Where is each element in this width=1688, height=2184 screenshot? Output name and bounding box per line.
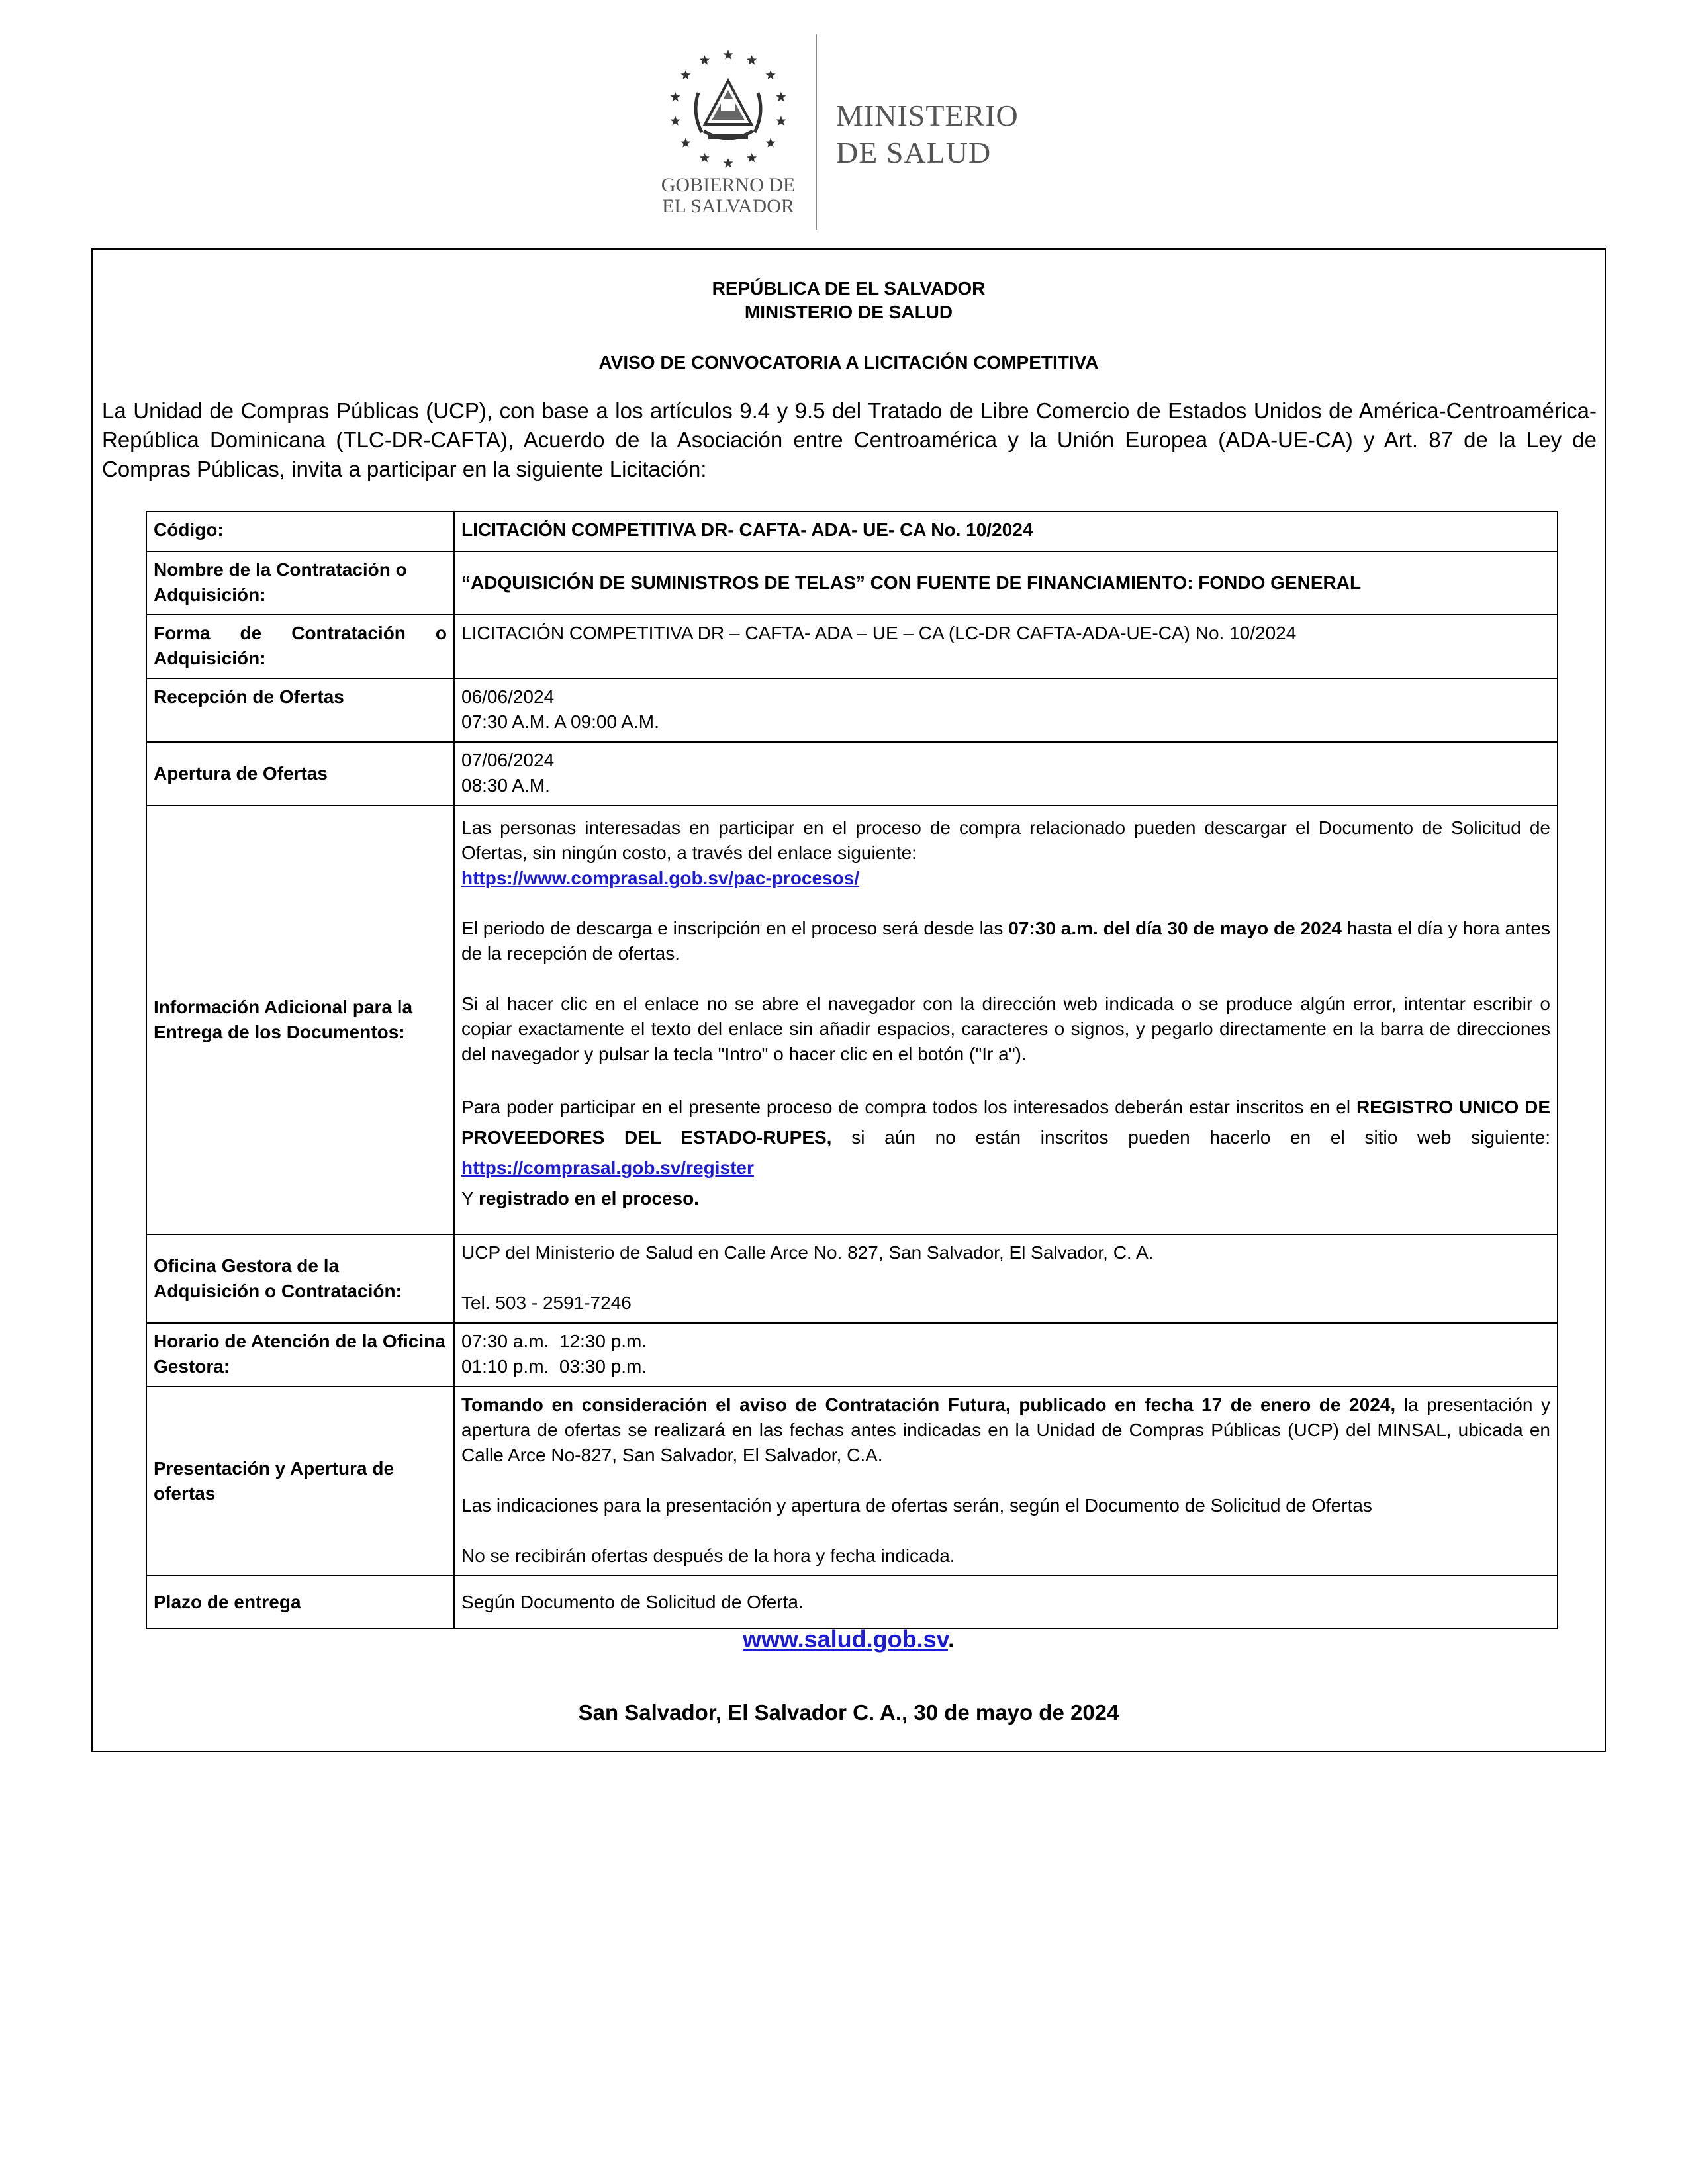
table-row [146, 1234, 1558, 1323]
oficina-tel: Tel. 503 - 2591-7246 [461, 1293, 632, 1313]
table-row [146, 512, 1558, 551]
presentacion-paragraph-1: Tomando en consideración el aviso de Contratación Futura, publicado en fecha 17 de enero de 2024, la presentación y apertura de ofertas se realizará en las fechas antes indicadas en la Unidad de Compras Públicas (UCP) del MINSAL, ubicada en Calle Arce No-827, San Salvador, El Salvador, C.A. [461, 1394, 1550, 1465]
codigo-value: LICITACIÓN COMPETITIVA DR- CAFTA- ADA- UE- CA No. 10/2024 [454, 512, 1558, 551]
table-row [146, 805, 1558, 1234]
horario-morning: 07:30 a.m. 12:30 p.m. [461, 1331, 647, 1351]
star-icon [670, 116, 680, 126]
star-icon [747, 153, 757, 163]
info-label: Información Adicional para la Entrega de los Documentos: [146, 805, 454, 1234]
horario-label: Horario de Atención de la Oficina Gestora: [146, 1323, 454, 1387]
star-icon [776, 116, 786, 126]
codigo-label: Código: [146, 512, 454, 551]
recepcion-date: 06/06/2024 [461, 686, 555, 707]
intro-paragraph: La Unidad de Compras Públicas (UCP), con base a los artículos 9.4 y 9.5 del Tratado de Libre Comercio de Estados Unidos de América-Centroamérica-República Dominicana (TLC-DR-CAFTA), Acuerdo de la Asociación entre Centroamérica y la Unión Europea (ADA-UE-CA) y Art. 87 de la Ley de Compras Públicas, invita a participar en la siguiente Licitación: [102, 398, 1597, 481]
star-icon [680, 138, 690, 148]
star-icon [670, 92, 680, 101]
table-row [146, 615, 1558, 678]
presentacion-label: Presentación y Apertura de ofertas [146, 1387, 454, 1576]
salud-website-link[interactable]: www.salud.gob.sv [742, 1625, 949, 1653]
forma-label: Forma de Contratación o Adquisición: [146, 615, 454, 678]
oficina-address: UCP del Ministerio de Salud en Calle Arce No. 827, San Salvador, El Salvador, C. A. [461, 1242, 1154, 1263]
info-paragraph-4: Para poder participar en el presente proceso de compra todos los interesados deberán estar inscritos en el REGISTRO UNICO DE PROVEEDORES DEL ESTADO-RUPES, si aún no están inscritos pueden hacerlo en el sitio web siguiente: https://comprasal.gob.sv/register Y registrado en el proceso. [461, 1097, 1551, 1208]
oficina-value [454, 1234, 1558, 1323]
place-and-date: San Salvador, El Salvador C. A., 30 de mayo de 2024 [578, 1700, 1119, 1725]
horario-afternoon: 01:10 p.m. 03:30 p.m. [461, 1356, 647, 1377]
apertura-value [454, 742, 1558, 805]
table-row [146, 1387, 1558, 1576]
notice-title: AVISO DE CONVOCATORIA A LICITACIÓN COMPETITIVA [598, 352, 1099, 373]
recepcion-time: 07:30 A.M. A 09:00 A.M. [461, 711, 659, 732]
info-paragraph-1: Las personas interesadas en participar en el proceso de compra relacionado pueden descargar el Documento de Solicitud de Ofertas, sin ningún costo, a través del enlace siguiente: https://www.comprasal.gob.sv/pac-procesos/ [461, 817, 1550, 888]
pac-procesos-link[interactable]: https://www.comprasal.gob.sv/pac-procesos/ [461, 868, 860, 888]
recepcion-value [454, 678, 1558, 742]
heading-ministry: MINISTERIO DE SALUD [744, 302, 953, 322]
ministry-name: MINISTERIO DE SALUD [836, 99, 1019, 169]
plazo-label: Plazo de entrega [146, 1576, 454, 1629]
presentacion-value [454, 1387, 1558, 1576]
table-row [146, 551, 1558, 615]
government-name: GOBIERNO DE EL SALVADOR [661, 174, 796, 217]
star-icon [723, 158, 733, 168]
government-logo [652, 34, 1056, 233]
info-paragraph-2: El periodo de descarga e inscripción en el proceso será desde las 07:30 a.m. del día 30 de mayo de 2024 hasta el día y hora antes de la recepción de ofertas. [461, 918, 1550, 964]
info-value [454, 805, 1558, 1234]
horario-value [454, 1323, 1558, 1387]
oficina-label: Oficina Gestora de la Adquisición o Contratación: [146, 1234, 454, 1323]
star-icon [680, 70, 690, 79]
nombre-value: “ADQUISICIÓN DE SUMINISTROS DE TELAS” CON FUENTE DE FINANCIAMIENTO: FONDO GENERAL [454, 551, 1558, 615]
table-row [146, 742, 1558, 805]
recepcion-label: Recepción de Ofertas [146, 678, 454, 742]
comprasal-register-link[interactable]: https://comprasal.gob.sv/register [461, 1158, 754, 1178]
apertura-label: Apertura de Ofertas [146, 742, 454, 805]
plazo-value: Según Documento de Solicitud de Oferta. [454, 1576, 1558, 1629]
star-icon [723, 50, 733, 60]
notice-frame [91, 248, 1606, 1752]
star-icon [700, 153, 710, 163]
nombre-label: Nombre de la Contratación o Adquisición: [146, 551, 454, 615]
info-paragraph-3: Si al hacer clic en el enlace no se abre el navegador con la dirección web indicada o se produce algún error, intentar escribir o copiar exactamente el texto del enlace sin añadir espacios, caracteres o signos, y pegarlo directamente en la barra de direcciones del navegador y pulsar la tecla "Intro" o hacer clic en el botón ("Ir a"). [461, 993, 1550, 1064]
star-icon [776, 92, 786, 101]
apertura-date: 07/06/2024 [461, 750, 555, 770]
table-row [146, 678, 1558, 742]
table-row [146, 1323, 1558, 1387]
website-line: www.salud.gob.sv. [742, 1625, 955, 1653]
tender-info-table [146, 511, 1558, 1629]
star-icon [766, 138, 776, 148]
table-row [146, 1576, 1558, 1629]
logo-divider [816, 34, 817, 230]
presentacion-paragraph-3: No se recibirán ofertas después de la hora y fecha indicada. [461, 1545, 955, 1566]
star-icon [747, 55, 757, 65]
apertura-time: 08:30 A.M. [461, 775, 550, 796]
forma-value: LICITACIÓN COMPETITIVA DR – CAFTA- ADA – UE – CA (LC-DR CAFTA-ADA-UE-CA) No. 10/2024 [454, 615, 1558, 678]
star-icon [766, 70, 776, 79]
heading-country: REPÚBLICA DE EL SALVADOR [712, 278, 986, 298]
star-icon [700, 55, 710, 65]
presentacion-paragraph-2: Las indicaciones para la presentación y apertura de ofertas serán, según el Documento de Solicitud de Ofertas [461, 1495, 1372, 1516]
